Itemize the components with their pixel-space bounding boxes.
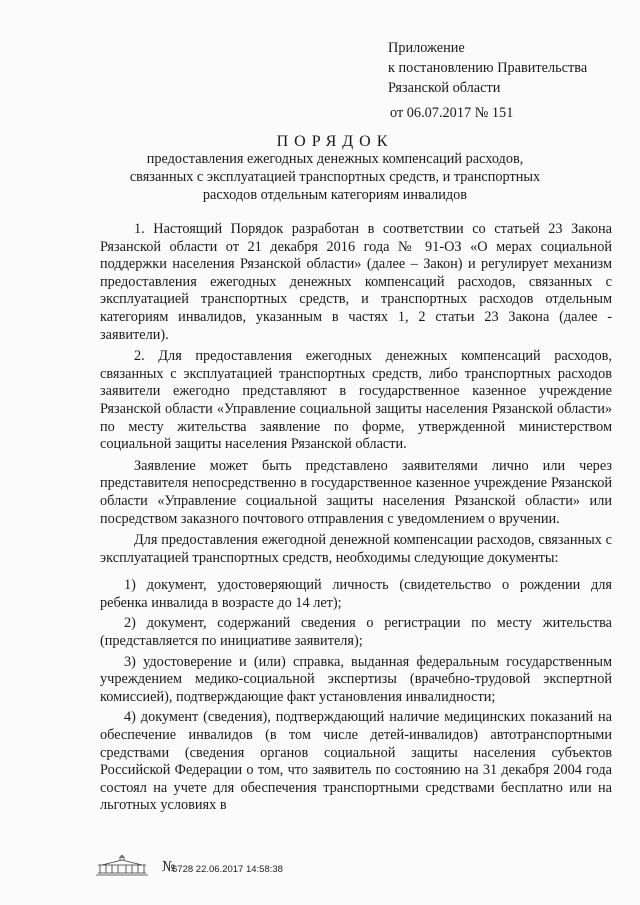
subtitle-line-1: предоставления ежегодных денежных компенсаций расходов, (146, 151, 524, 167)
list-item-4: 4) документ (сведения), подтверждающий наличие медицинских показаний на обеспечение инвалидов (в том числе детей-инвалидов) автотранспортными средствами (сведения органов социальной защиты населения субъектов Российской Федерации о том, что заявитель по состоянию на 31 декабря 2004 года состоял на учете для обеспечения транспортными средствами бесплатно или на льготных условиях в (100, 709, 612, 814)
list-item-3: 3) удостоверение и (или) справка, выданная федеральным государственным учреждением медико-социальной экспертизы (врачебно-трудовой экспертной комиссией), подтверждающие факт установления инвалидности; (100, 653, 612, 705)
subtitle-line-2: связанных с эксплуатацией транспортных средств, и транспортных (129, 169, 541, 185)
stamp-datetime: 22.06.2017 14:58:38 (195, 864, 283, 875)
document-title: ПОРЯДОК (276, 133, 394, 150)
annex-line-2: к постановлению Правительства (388, 60, 588, 76)
registration-stamp (92, 855, 392, 877)
stamp-mark: № (162, 859, 176, 875)
list-item-1: 1) документ, удостоверяющий личность (свидетельство о рождении для ребенка инвалида в возрасте до 14 лет); (100, 577, 612, 611)
paragraph-1: 1. Настоящий Порядок разработан в соответствии со статьей 23 Закона Рязанской области от 21 декабря 2016 года № 91-ОЗ «О мерах социальной поддержки населения Рязанской области» (далее – Закон) и регулирует механизм предоставления ежегодных денежных компенсаций расходов, связанных с эксплуатацией транспортных средств, и транспортных расходов отдельным категориям инвалидов, указанным в частях 1, 2 статьи 23 Закона (далее - заявители). (100, 221, 612, 343)
stamp-number (172, 864, 283, 875)
document-body (100, 221, 612, 818)
subtitle-line-3: расходов отдельным категориям инвалидов (202, 187, 468, 203)
annex-line-3: Рязанской области (388, 80, 501, 96)
document-subtitle (0, 150, 640, 204)
paragraph-4: Для предоставления ежегодной денежной компенсации расходов, связанных с эксплуатацией транспортных средств, необходимы следующие документы: (100, 532, 612, 566)
annex-line-1: Приложение (388, 40, 465, 56)
list-item-2: 2) документ, содержаний сведения о регистрации по месту жительства (представляется по инициативе заявителя); (100, 615, 612, 650)
annex-date: от 06.07.2017 № 151 (390, 105, 514, 121)
paragraph-3: Заявление может быть представлено заявителями лично или через представителя непосредственно в государственное казенное учреждение Рязанской области «Управление социальной защиты населения Рязанской области» или посредством заказного почтового отправления с уведомлением о вручении. (100, 457, 612, 527)
paragraph-2: 2. Для предоставления ежегодных денежных компенсаций расходов, связанных с эксплуатацией транспортных средств, либо транспортных расходов заявители ежегодно представляют в государственное казенное учреждение Рязанской области «Управление социальной защиты населения Рязанской области» по месту жительства заявление по форме, утвержденной министерством социальной защиты населения Рязанской области. (100, 348, 612, 453)
stamp-number-value: 6728 (172, 864, 194, 875)
annex-block (388, 38, 587, 123)
government-building-icon (92, 855, 152, 877)
